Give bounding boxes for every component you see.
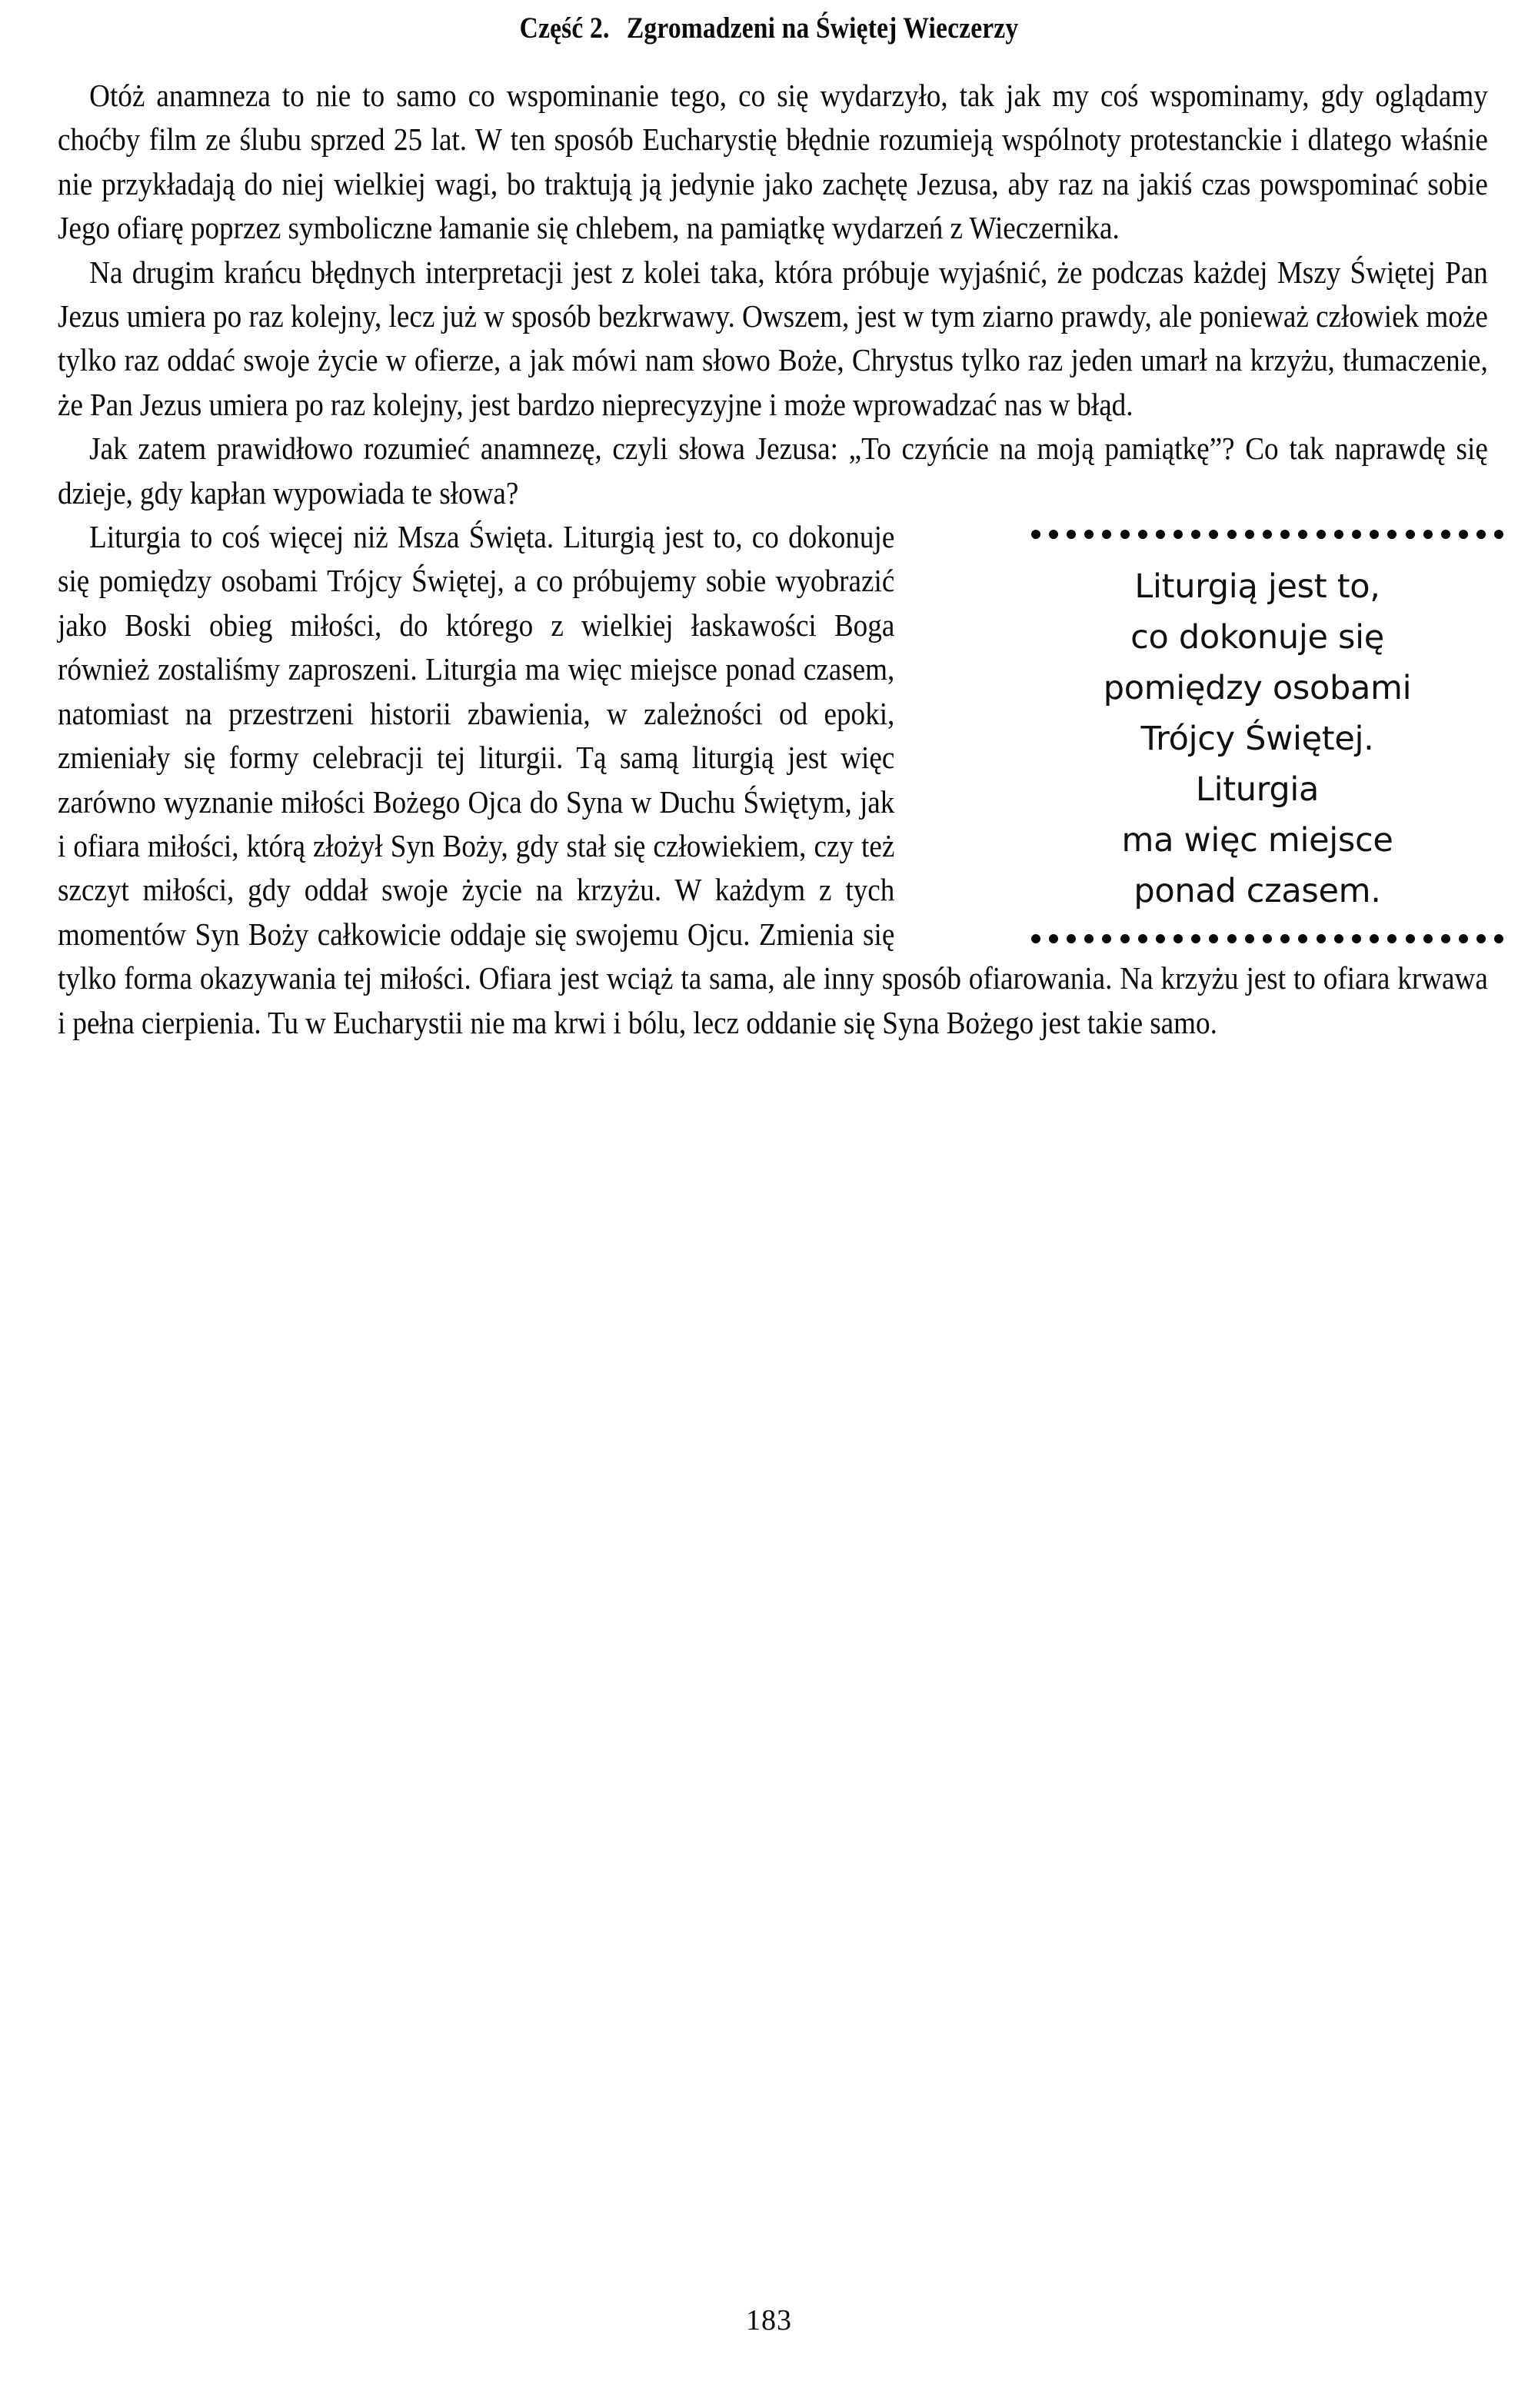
pull-quote-line: ponad czasem. — [1134, 872, 1381, 911]
paragraph-2: Na drugim krańcu błędnych interpretacji jest z kolei taka, która próbuje wyjaśnić, że podczas każdej Mszy Świętej Pan Jezus umiera po raz kolejny, lecz już w sposób bezkrwawy. Owszem, jest w tym ziarno prawdy, ale ponieważ człowiek może tylko raz oddać swoje życie w ofierze, a jak mówi nam słowo Boże, Chrystus tylko raz jeden umarł na krzyżu, tłumaczenie, że Pan Jezus umiera po raz kolejny, jest bardzo nieprecyzyjne i może wprowadzać nas w błąd. — [58, 254, 1488, 422]
page-number: 183 — [746, 2304, 792, 2336]
rule-dot — [1494, 530, 1503, 539]
pull-quote-line: Liturgią jest to, — [1134, 567, 1380, 607]
paragraph-3: Jak zatem prawidłowo rozumieć anamnezę, czyli słowa Jezusa: „To czyńcie na moją pamiątkę”? Co tak naprawdę się dzieje, gdy kapłan wypowiada te słowa? — [58, 431, 1488, 511]
rule-dot — [1494, 934, 1503, 943]
paragraph-1: Otóż anamneza to nie to samo co wspominanie tego, co się wydarzyło, tak jak my coś wspominamy, gdy oglądamy choćby film ze ślubu sprzed 25 lat. W ten sposób Eucharystię błędnie rozumieją wspólnoty protestanckie i dlatego właśnie nie przykładają do niej wielkiej wagi, bo traktują ją jedynie jako zachętę Jezusa, aby raz na jakiś czas powspominać sobie Jego ofiarę poprzez symboliczne łamanie się chlebem, na pamiątkę wydarzeń z Wieczernika. — [58, 78, 1488, 246]
body-text-block — [58, 74, 1488, 1045]
pull-quote-line: Trójcy Świętej. — [1140, 720, 1374, 759]
pull-quote-line: ma więc miejsce — [1121, 821, 1393, 860]
pull-quote-line: Liturgia — [1195, 770, 1320, 810]
running-header-part-label: Część 2. — [519, 12, 610, 45]
paragraph-4: Liturgia to coś więcej niż Msza Święta. Liturgią jest to, co dokonuje się pomiędzy osobami Trójcy Świętej, a co próbujemy sobie wyobrazić jako Boski obieg miłości, do którego z wielkiej łaskawości Boga również zostaliśmy zaproszeni. Liturgia ma więc miejsce ponad czasem, natomiast na przestrzeni historii zbawienia, w zależności od epoki, zmieniały się formy celebracji tej liturgii. Tą samą liturgią jest więc zarówno wyznanie miłości Bożego Ojca do Syna w Duchu Świętym, jak i ofiara miłości, którą złożył Syn Boży, gdy stał się człowiekiem, czy też szczyt miłości, gdy oddał swoje życie na krzyżu. W każdym z tych momentów Syn Boży całkowicie oddaje się swojemu Ojcu. Zmienia się tylko forma okazywania tej miłości. Ofiara jest wciąż ta sama, ale inny sposób ofiarowania. Na krzyżu jest to ofiara krwawa i pełna cierpienia. Tu w Eucharystii nie ma krwi i bólu, lecz oddanie się Syna Bożego jest takie samo. — [58, 519, 1488, 1040]
running-header — [108, 11, 1430, 45]
pull-quote-line: co dokonuje się — [1130, 618, 1384, 657]
pull-quote-line: pomiędzy osobami — [1103, 669, 1412, 708]
running-header-title: Zgromadzeni na Świętej Wieczerzy — [626, 12, 1019, 45]
